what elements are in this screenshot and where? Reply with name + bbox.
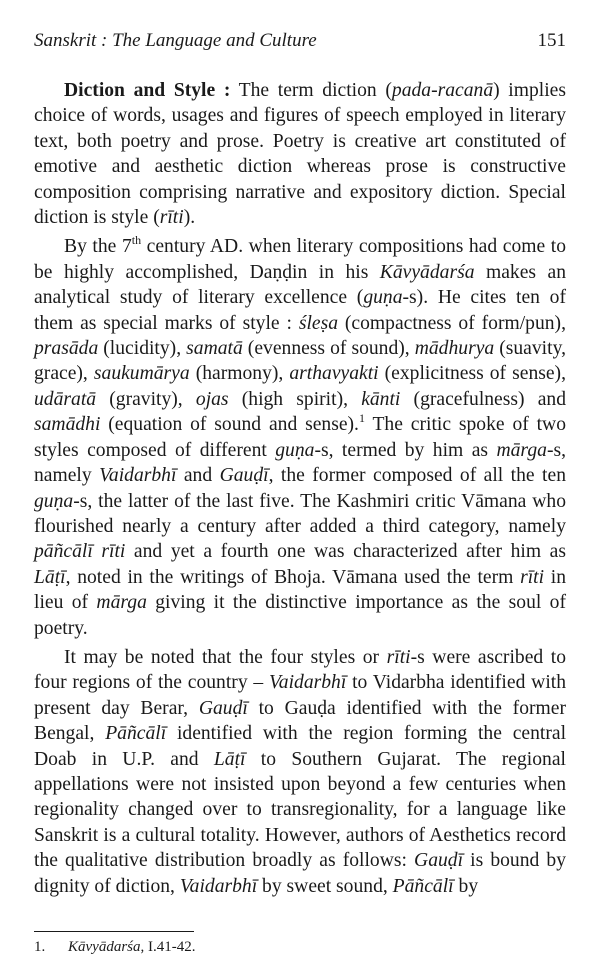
text-span: is bound by dignity of diction, xyxy=(34,850,567,897)
sanskrit-term: Vaidarbhī xyxy=(99,465,177,487)
text-span: in lieu of xyxy=(34,566,567,614)
body-text xyxy=(34,78,566,903)
sanskrit-term: Gauḍī xyxy=(219,465,269,487)
text-span: -s, namely xyxy=(34,439,566,487)
text-span: (harmony), xyxy=(189,363,290,385)
page-number: 151 xyxy=(537,30,566,51)
text-span: to Southern Gujarat. The regional appellations were not insisted upon beyond a few centuries when regionality changed over to transregionality, for a language like Sanskrit is a cultural totality. However, authors of Aesthetics record the qualitative distribution broadly as follows: xyxy=(34,748,566,872)
sanskrit-term: Vaidarbhī xyxy=(179,875,258,897)
text-span: -s, termed by him as xyxy=(314,439,497,461)
footnote-ref: , I.41-42. xyxy=(140,939,196,955)
text-span: to Gauḍa identified with the former Bengal, xyxy=(34,697,566,745)
sanskrit-term: mārga xyxy=(496,439,547,461)
sanskrit-term: rīti xyxy=(386,646,411,668)
sanskrit-term: mādhurya xyxy=(414,338,495,360)
sanskrit-term: guṇa xyxy=(363,287,403,309)
footnote-source: Kāvyādarśa xyxy=(68,939,141,955)
sanskrit-term: udāratā xyxy=(34,388,97,410)
text-span: ) implies choice of words, usages and figures of speech employed in literary text, both poetry and prose. Poetry is creative art constituted of emotive and aesthetic diction whereas prose is constructive composition comprising narrative and expository diction. Special diction is style ( xyxy=(34,80,566,229)
text-span: (gracefulness) and xyxy=(400,388,567,410)
sanskrit-term: Pāñcālī xyxy=(392,875,454,897)
text-span: by sweet sound, xyxy=(257,875,393,897)
paragraph-dandin xyxy=(34,234,566,641)
text-span: -s, the latter of the last five. The Kashmiri critic Vāmana who flourished nearly a century after added a third category, namely xyxy=(34,490,566,537)
sanskrit-term: mārga xyxy=(96,592,147,614)
text-span: identified with the region forming the central Doab in U.P. and xyxy=(34,723,567,770)
text-span: (explicitness of sense), xyxy=(378,363,566,385)
footnote-number: 1. xyxy=(34,939,46,955)
sanskrit-term: saukumārya xyxy=(93,363,190,385)
sanskrit-term: Lāṭī xyxy=(213,748,246,770)
sanskrit-term: Lāṭī xyxy=(34,566,66,588)
footnote-divider xyxy=(34,931,194,932)
book-title: Kāvyādarśa xyxy=(379,261,475,283)
sanskrit-term: guṇa xyxy=(34,490,74,512)
text-span: makes an analytical study of literary excellence ( xyxy=(34,261,566,309)
text-span: giving it the distinctive importance as the soul of poetry. xyxy=(34,592,566,639)
text-span: (evenness of sound), xyxy=(242,338,415,360)
text-span: (gravity), xyxy=(96,388,196,410)
text-span: and xyxy=(176,465,220,487)
text-span: , the former composed of all the ten xyxy=(268,465,566,487)
text-span: It may be noted that the four styles or xyxy=(64,646,387,668)
paragraph-regional-styles xyxy=(34,645,566,899)
sanskrit-term: samatā xyxy=(186,338,243,360)
sanskrit-term: Pāñcālī xyxy=(105,723,167,745)
text-span: The critic spoke of two styles composed of different xyxy=(34,414,567,461)
text-span: By the 7 xyxy=(64,236,132,258)
ordinal-superscript: th xyxy=(131,233,142,248)
footnote-marker: 1 xyxy=(358,411,365,426)
sanskrit-term: rīti xyxy=(159,207,184,229)
text-span: , noted in the writings of Bhoja. Vāmana used the term xyxy=(65,566,521,588)
text-span: ). xyxy=(183,207,196,229)
text-span: (suavity, grace), xyxy=(34,338,566,385)
text-span: century AD. when literary compositions had come to be highly accomplished, Daṇḍin in his xyxy=(34,236,566,283)
text-span: -s). He cites ten of them as special marks of style : xyxy=(34,287,566,334)
text-span: to Vidarbha identified with present day Berar, xyxy=(34,672,567,719)
text-span: The term diction ( xyxy=(230,80,392,101)
running-head xyxy=(34,30,566,52)
footnote xyxy=(34,939,196,956)
sanskrit-term: prasāda xyxy=(34,338,99,360)
text-span: (high spirit), xyxy=(228,388,362,410)
sanskrit-term: rīti xyxy=(520,566,545,588)
text-span: (equation of sound and sense). xyxy=(100,414,359,436)
sanskrit-term: Gauḍī xyxy=(198,697,248,719)
sanskrit-term: Gauḍī xyxy=(414,850,464,872)
sanskrit-term: Vaidarbhī xyxy=(269,672,347,694)
sanskrit-term: pada-racanā xyxy=(391,80,494,101)
text-span: -s were ascribed to four regions of the country – xyxy=(34,646,566,694)
sanskrit-term: samādhi xyxy=(34,414,101,436)
text-span: (lucidity), xyxy=(98,338,187,360)
sanskrit-term: guṇa xyxy=(275,439,315,461)
running-title: Sanskrit : The Language and Culture xyxy=(34,30,317,51)
text-span: by xyxy=(453,875,479,897)
sanskrit-term: pāñcālī rīti xyxy=(34,541,126,563)
text-span: (compactness of form/pun), xyxy=(338,312,566,334)
section-heading: Diction and Style : xyxy=(64,80,231,101)
sanskrit-term: ojas xyxy=(195,388,229,410)
sanskrit-term: śleṣa xyxy=(298,312,338,334)
text-span: and yet a fourth one was characterized after him as xyxy=(125,541,566,563)
sanskrit-term: arthavyakti xyxy=(289,363,379,385)
paragraph-diction-and-style xyxy=(34,78,566,230)
sanskrit-term: kānti xyxy=(361,388,401,410)
